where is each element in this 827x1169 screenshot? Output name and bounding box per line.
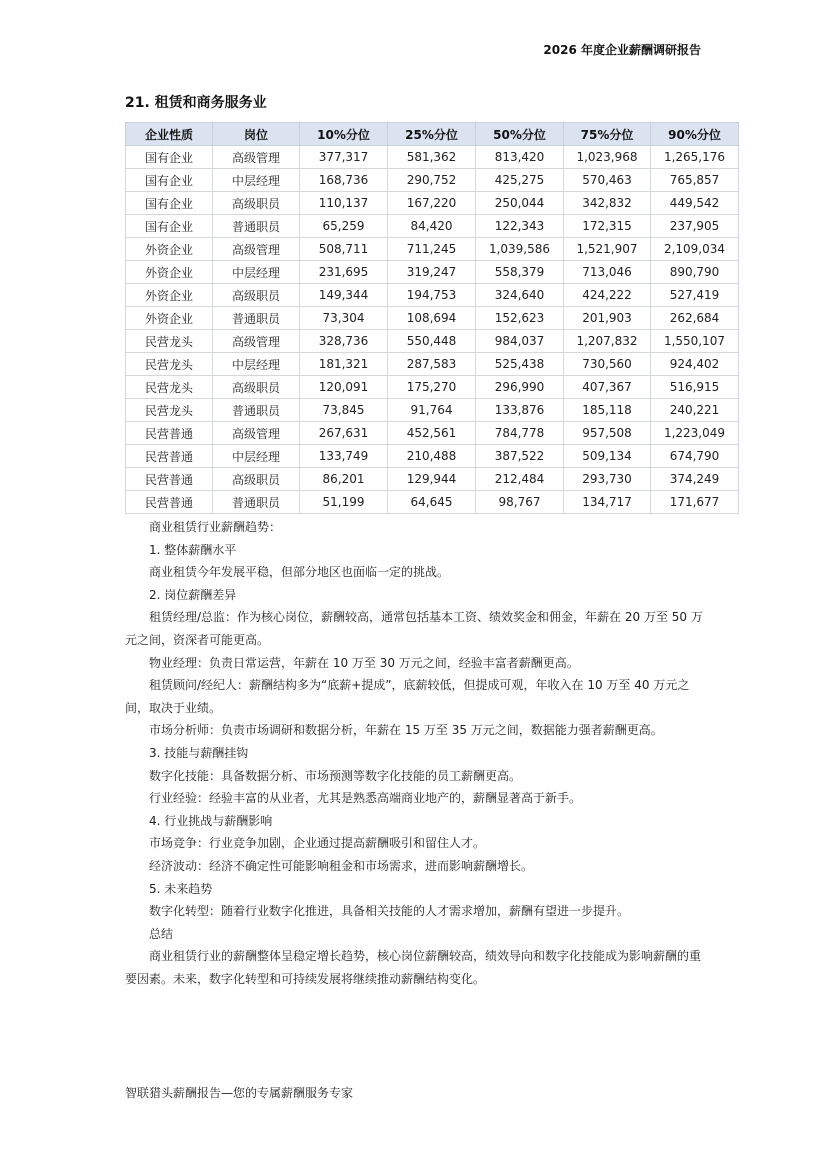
table-cell: 711,245 [388,238,476,261]
paragraph: 商业租赁行业的薪酬整体呈稳定增长趋势，核心岗位薪酬较高，绩效导向和数字化技能成为影响薪酬的重要因素。未来，数字化转型和可持续发展将继续推动薪酬结构变化。 [125,949,702,986]
table-cell: 425,275 [476,169,564,192]
table-cell: 普通职员 [213,399,300,422]
table-row [126,468,739,491]
table-cell: 1,039,586 [476,238,564,261]
paragraph: 3. 技能与薪酬挂钩 [149,745,249,760]
table-cell: 424,222 [564,284,651,307]
table-cell: 377,317 [300,146,388,169]
column-header: 90%分位 [651,123,739,146]
table-cell: 高级职员 [213,284,300,307]
table-cell: 172,315 [564,215,651,238]
table-cell: 168,736 [300,169,388,192]
table-cell: 民营龙头 [126,376,213,399]
table-cell: 普通职员 [213,215,300,238]
paragraph: 物业经理：负责日常运营，年薪在 10 万至 30 万元之间，经验丰富者薪酬更高。 [149,655,579,670]
table-cell: 287,583 [388,353,476,376]
section-title: 21. 租赁和商务服务业 [125,95,267,111]
salary-table [125,122,739,514]
table-cell: 508,711 [300,238,388,261]
table-cell: 194,753 [388,284,476,307]
table-cell: 民营龙头 [126,399,213,422]
table-cell: 民营龙头 [126,330,213,353]
table-cell: 924,402 [651,353,739,376]
paragraph: 数字化技能：具备数据分析、市场预测等数字化技能的员工薪酬更高。 [149,768,522,783]
column-header: 50%分位 [476,123,564,146]
table-cell: 134,717 [564,491,651,514]
table-cell: 108,694 [388,307,476,330]
table-cell: 290,752 [388,169,476,192]
table-cell: 122,343 [476,215,564,238]
table-cell: 86,201 [300,468,388,491]
report-header-title: 2026 年度企业薪酬调研报告 [543,43,701,57]
table-cell: 51,199 [300,491,388,514]
table-cell: 581,362 [388,146,476,169]
table-cell: 181,321 [300,353,388,376]
table-cell: 784,778 [476,422,564,445]
table-cell: 73,845 [300,399,388,422]
trend-analysis-text [125,516,710,990]
table-row [126,215,739,238]
table-cell: 374,249 [651,468,739,491]
column-header: 岗位 [213,123,300,146]
table-cell: 民营普通 [126,422,213,445]
paragraph: 市场分析师：负责市场调研和数据分析，年薪在 15 万至 35 万元之间，数据能力强者薪酬更高。 [149,723,663,738]
table-cell: 185,118 [564,399,651,422]
table-cell: 890,790 [651,261,739,284]
salary-table-header [126,123,739,146]
table-cell: 高级管理 [213,238,300,261]
paragraph: 5. 未来趋势 [149,881,213,896]
table-cell: 516,915 [651,376,739,399]
table-cell: 外资企业 [126,238,213,261]
table-cell: 84,420 [388,215,476,238]
table-cell: 高级职员 [213,192,300,215]
table-cell: 342,832 [564,192,651,215]
table-cell: 1,223,049 [651,422,739,445]
column-header: 10%分位 [300,123,388,146]
table-cell: 1,265,176 [651,146,739,169]
table-cell: 国有企业 [126,192,213,215]
table-row [126,330,739,353]
table-cell: 167,220 [388,192,476,215]
table-cell: 中层经理 [213,445,300,468]
table-cell: 120,091 [300,376,388,399]
column-header: 企业性质 [126,123,213,146]
table-cell: 984,037 [476,330,564,353]
table-cell: 高级职员 [213,468,300,491]
table-row [126,353,739,376]
paragraph: 经济波动：经济不确定性可能影响租金和市场需求，进而影响薪酬增长。 [149,858,534,873]
table-cell: 98,767 [476,491,564,514]
paragraph: 租赁顾问/经纪人：薪酬结构多为“底薪+提成”，底薪较低，但提成可观，年收入在 10 万至 40 万元之间，取决于业绩。 [125,678,690,715]
table-cell: 407,367 [564,376,651,399]
table-row [126,261,739,284]
table-cell: 2,109,034 [651,238,739,261]
table-cell: 1,550,107 [651,330,739,353]
table-cell: 65,259 [300,215,388,238]
table-cell: 212,484 [476,468,564,491]
table-row [126,422,739,445]
table-cell: 713,046 [564,261,651,284]
paragraph: 2. 岗位薪酬差异 [149,587,237,602]
table-cell: 133,876 [476,399,564,422]
table-row [126,399,739,422]
table-cell: 452,561 [388,422,476,445]
table-cell: 110,137 [300,192,388,215]
table-cell: 国有企业 [126,169,213,192]
table-cell: 外资企业 [126,261,213,284]
table-cell: 152,623 [476,307,564,330]
table-cell: 201,903 [564,307,651,330]
table-cell: 262,684 [651,307,739,330]
table-cell: 957,508 [564,422,651,445]
paragraph: 行业经验：经验丰富的从业者，尤其是熟悉高端商业地产的，薪酬显著高于新手。 [149,791,582,806]
table-cell: 570,463 [564,169,651,192]
table-row [126,192,739,215]
table-cell: 558,379 [476,261,564,284]
table-cell: 133,749 [300,445,388,468]
table-cell: 国有企业 [126,146,213,169]
table-cell: 高级管理 [213,422,300,445]
table-cell: 328,736 [300,330,388,353]
table-cell: 民营普通 [126,468,213,491]
paragraph: 1. 整体薪酬水平 [149,542,237,557]
paragraph: 租赁经理/总监：作为核心岗位，薪酬较高，通常包括基本工资、绩效奖金和佣金，年薪在 20 万至 50 万元之间，资深者可能更高。 [125,610,703,647]
table-cell: 765,857 [651,169,739,192]
table-row [126,169,739,192]
table-cell: 171,677 [651,491,739,514]
table-cell: 129,944 [388,468,476,491]
table-cell: 高级管理 [213,146,300,169]
table-row [126,146,739,169]
table-cell: 普通职员 [213,491,300,514]
table-cell: 231,695 [300,261,388,284]
table-cell: 外资企业 [126,307,213,330]
column-header: 75%分位 [564,123,651,146]
table-cell: 1,023,968 [564,146,651,169]
table-cell: 324,640 [476,284,564,307]
table-cell: 外资企业 [126,284,213,307]
table-cell: 550,448 [388,330,476,353]
table-cell: 525,438 [476,353,564,376]
paragraph: 商业租赁行业薪酬趋势： [149,520,282,534]
table-cell: 267,631 [300,422,388,445]
table-cell: 民营龙头 [126,353,213,376]
table-cell: 149,344 [300,284,388,307]
table-cell: 175,270 [388,376,476,399]
table-cell: 国有企业 [126,215,213,238]
table-cell: 中层经理 [213,353,300,376]
table-header-row [126,123,739,146]
table-cell: 319,247 [388,261,476,284]
table-row [126,445,739,468]
table-row [126,284,739,307]
paragraph: 总结 [149,926,174,941]
paragraph: 4. 行业挑战与薪酬影响 [149,813,273,828]
table-row [126,307,739,330]
table-cell: 509,134 [564,445,651,468]
table-cell: 293,730 [564,468,651,491]
table-cell: 中层经理 [213,169,300,192]
table-cell: 296,990 [476,376,564,399]
table-cell: 普通职员 [213,307,300,330]
table-cell: 中层经理 [213,261,300,284]
column-header: 25%分位 [388,123,476,146]
table-row [126,238,739,261]
table-cell: 240,221 [651,399,739,422]
table-cell: 813,420 [476,146,564,169]
table-cell: 1,207,832 [564,330,651,353]
paragraph: 数字化转型：随着行业数字化推进，具备相关技能的人才需求增加，薪酬有望进一步提升。 [149,904,630,919]
page-footer: 智联猎头薪酬报告—您的专属薪酬服务专家 [125,1086,354,1100]
table-cell: 210,488 [388,445,476,468]
paragraph: 商业租赁今年发展平稳，但部分地区也面临一定的挑战。 [149,565,450,580]
table-cell: 250,044 [476,192,564,215]
table-cell: 527,419 [651,284,739,307]
table-cell: 民营普通 [126,491,213,514]
table-cell: 449,542 [651,192,739,215]
paragraph: 市场竞争：行业竞争加剧，企业通过提高薪酬吸引和留住人才。 [149,836,486,851]
table-cell: 73,304 [300,307,388,330]
table-row [126,376,739,399]
table-row [126,491,739,514]
table-cell: 高级管理 [213,330,300,353]
table-cell: 高级职员 [213,376,300,399]
table-cell: 64,645 [388,491,476,514]
table-cell: 237,905 [651,215,739,238]
salary-table-body [126,146,739,514]
table-cell: 91,764 [388,399,476,422]
table-cell: 民营普通 [126,445,213,468]
table-cell: 1,521,907 [564,238,651,261]
table-cell: 674,790 [651,445,739,468]
table-cell: 730,560 [564,353,651,376]
table-cell: 387,522 [476,445,564,468]
